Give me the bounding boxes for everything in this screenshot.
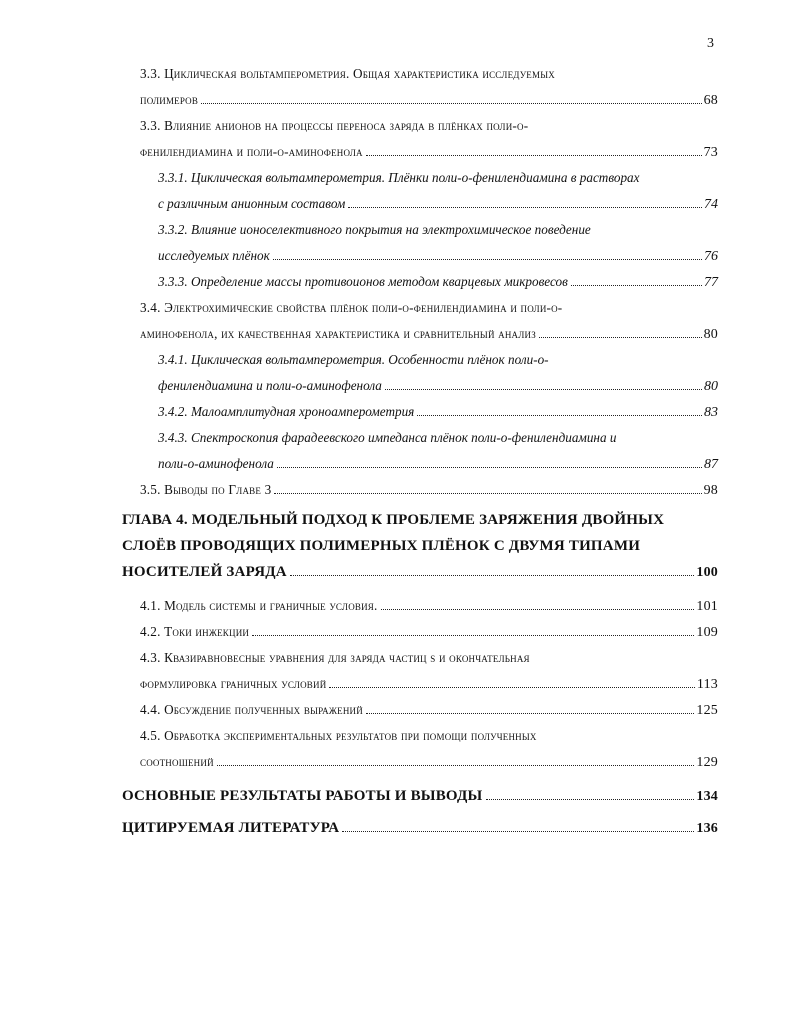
toc-page-number: 80 [703,327,718,342]
toc-results[interactable] [122,788,718,805]
toc-entry-text: ЦИТИРУЕМАЯ ЛИТЕРАТУРА [122,820,340,836]
toc-page-number: 73 [703,145,718,160]
dot-leader [273,259,702,260]
dot-leader [277,467,702,468]
toc-entry-4-3-line1: 4.3. Квазиравновесные уравнения для заряда частиц s и окончательная [140,650,530,665]
toc-entry-text: 3.3.3. Определение массы противоионов методом кварцевых микровесов [158,274,568,289]
toc-entry-3-3-2-line2[interactable] [158,248,718,265]
toc-entry-4-4[interactable] [140,702,718,719]
dot-leader [366,713,694,714]
toc-page-number: 101 [696,599,718,614]
toc-entry-4-2[interactable] [140,624,718,641]
toc-chapter-4-line1: ГЛАВА 4. МОДЕЛЬНЫЙ ПОДХОД К ПРОБЛЕМЕ ЗАРЯЖЕНИЯ ДВОЙНЫХ [122,512,665,528]
toc-entry-3-3-line2[interactable] [140,92,718,109]
toc-entry-text: полимеров [140,92,199,107]
toc-page-number: 109 [696,625,718,640]
dot-leader [539,337,702,338]
dot-leader [381,609,695,610]
toc-page-number: 68 [703,93,718,108]
toc-entry-4-5-line2[interactable] [140,754,718,771]
toc-entry-3-3-1-line2[interactable] [158,196,718,213]
toc-entry-text: исследуемых плёнок [158,248,270,263]
toc-entry-3-4-1-line2[interactable] [158,378,718,395]
toc-entry-text: ОСНОВНЫЕ РЕЗУЛЬТАТЫ РАБОТЫ И ВЫВОДЫ [122,788,483,804]
toc-entry-text: 4.2. Токи инжекции [140,624,250,639]
dot-leader [486,799,695,800]
dot-leader [385,389,702,390]
toc-entry-text: 4.1. Модель системы и граничные условия. [140,598,378,613]
toc-page-number: 98 [703,483,718,498]
dot-leader [201,103,702,104]
toc-page-number: 83 [704,405,718,420]
dot-leader [348,207,702,208]
toc-entry-text: формулировка граничных условий [140,676,327,691]
toc-entry-4-1[interactable] [140,598,718,615]
toc-page-number: 129 [696,755,718,770]
toc-entry-text: НОСИТЕЛЕЙ ЗАРЯДА [122,564,287,580]
dot-leader [274,493,701,494]
toc-literature[interactable] [122,820,718,837]
dot-leader [329,687,694,688]
page-number: 3 [707,36,714,51]
toc-entry-4-5-line1: 4.5. Обработка экспериментальных результатов при помощи полученных [140,728,537,743]
toc-page-number: 136 [696,821,718,836]
toc-entry-text: аминофенола, их качественная характеристика и сравнительный анализ [140,326,536,341]
toc-entry-4-3-line2[interactable] [140,676,718,693]
toc-entry-text: фенилендиамина и поли-о-аминофенола [140,144,363,159]
toc-entry-3-4-line2[interactable] [140,326,718,343]
toc-page-number: 113 [696,677,718,692]
toc-page-number: 125 [696,703,718,718]
toc-page-number: 87 [704,457,718,472]
dot-leader [571,285,702,286]
toc-page-number: 76 [704,249,718,264]
toc-page-number: 74 [704,197,718,212]
toc-entry-3-4-3-line1: 3.4.3. Спектроскопия фарадеевского импеданса плёнок поли-о-фенилендиамина и [158,430,617,445]
toc-entry-text: поли-о-аминофенола [158,456,274,471]
toc-entry-3-3-3[interactable] [158,274,718,291]
toc-entry-3-4-3-line2[interactable] [158,456,718,473]
toc-chapter-4-line2: СЛОЁВ ПРОВОДЯЩИХ ПОЛИМЕРНЫХ ПЛЁНОК С ДВУМЯ ТИПАМИ [122,538,641,554]
dot-leader [290,575,695,576]
toc-entry-3-4-1-line1: 3.4.1. Циклическая вольтамперометрия. Особенности плёнок поли-о- [158,352,549,367]
dot-leader [217,765,695,766]
dot-leader [417,415,702,416]
dot-leader [252,635,694,636]
toc-entry-text: 3.4.2. Малоамплитудная хроноамперометрия [158,404,415,419]
toc-entry-text: фенилендиамина и поли-о-аминофенола [158,378,382,393]
toc-entry-3-3-1-line1: 3.3.1. Циклическая вольтамперометрия. Плёнки поли-о-фенилендиамина в растворах [158,170,640,185]
toc-entry-3-4-line1: 3.4. Электрохимические свойства плёнок поли-о-фенилендиамина и поли-о- [140,300,563,315]
toc-entry-text: с различным анионным составом [158,196,346,211]
toc-entry-text: 3.5. Выводы по Главе 3 [140,482,272,497]
toc-page-number: 77 [704,275,718,290]
toc-entry-text: 4.4. Обсуждение полученных выражений [140,702,363,717]
toc-entry-3-3-2-line1: 3.3.2. Влияние ионоселективного покрытия на электрохимическое поведение [158,222,591,237]
toc-page-number: 100 [696,565,718,580]
toc-entry-3-4-2[interactable] [158,404,718,421]
toc-entry-3-5[interactable] [140,482,718,499]
toc-page-number: 134 [696,789,718,804]
dot-leader [366,155,702,156]
toc-entry-3-3-title-line1: 3.3. Циклическая вольтамперометрия. Общая характеристика исследуемых [140,66,555,81]
toc-entry-3-3b-title-line1: 3.3. Влияние анионов на процессы переноса заряда в плёнках поли-о- [140,118,529,133]
toc-page-number: 80 [704,379,718,394]
toc-chapter-4-line3[interactable] [122,564,718,581]
toc-entry-3-3b-line2[interactable] [140,144,718,161]
toc-entry-text: соотношений [140,754,214,769]
dot-leader [342,831,694,832]
